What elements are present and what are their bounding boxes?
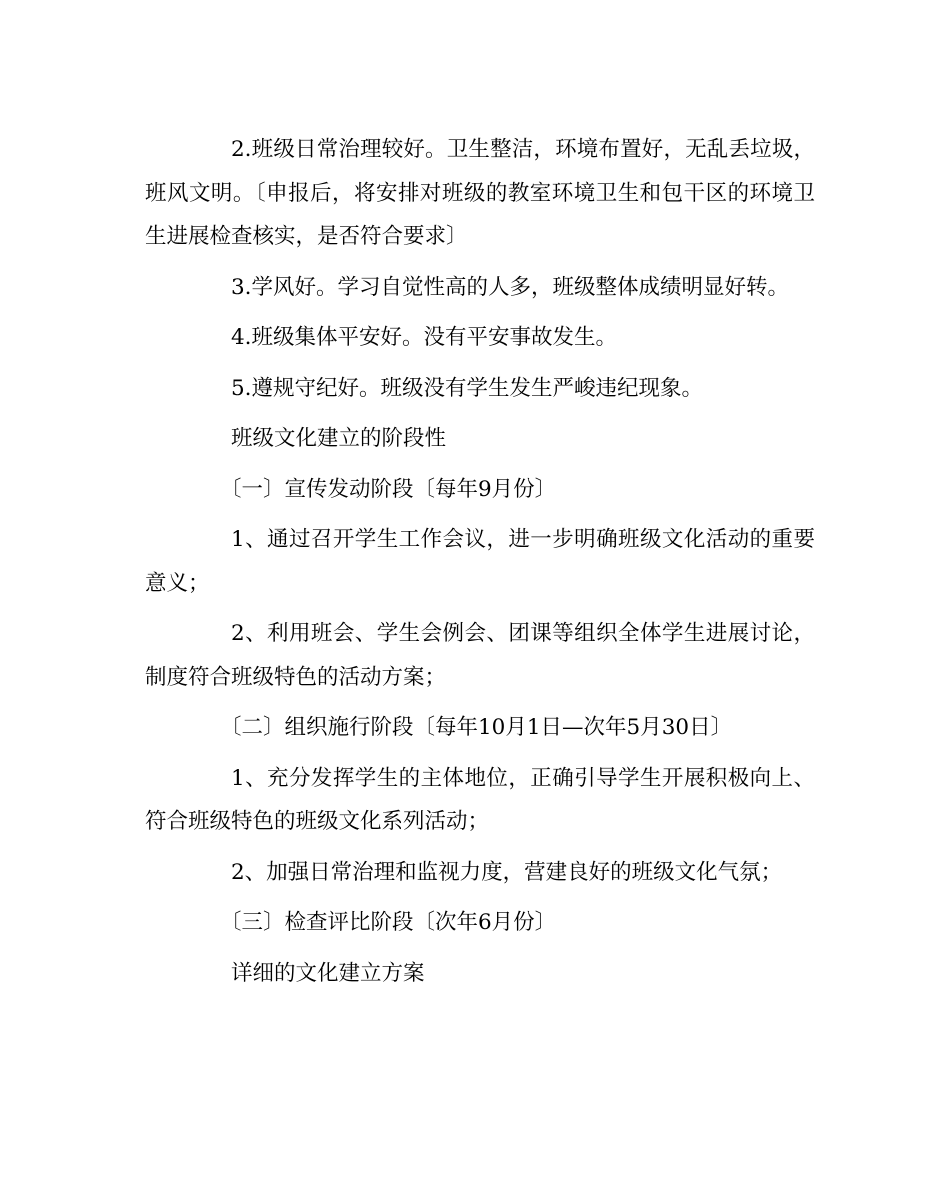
stage-heading-evaluation: 〔三〕检查评比阶段〔次年6月份〕 bbox=[220, 910, 557, 935]
paragraph-study-style: 3.学风好。学习自觉性高的人多，班级整体成绩明显好转。 bbox=[231, 274, 790, 300]
stage-heading-implementation: 〔二〕组织施行阶段〔每年10月1日—次年5月30日〕 bbox=[220, 715, 733, 740]
paragraph-stage2-item1: 1、充分发挥学生的主体地位，正确引导学生开展积极向上、符合班级特色的班级文化系列活动； bbox=[145, 765, 815, 834]
section-heading-detailed-plan: 详细的文化建立方案 bbox=[231, 960, 425, 986]
paragraph-discipline: 5.遵规守纪好。班级没有学生发生严峻违纪现象。 bbox=[231, 375, 704, 401]
paragraph-class-management: 2.班级日常治理较好。卫生整洁，环境布置好，无乱丢垃圾，班风文明。〔申报后，将安排对班级的教室环境卫生和包干区的环境卫生进展检查核实，是否符合要求〕 bbox=[145, 137, 815, 249]
paragraph-class-safety: 4.班级集体平安好。没有平安事故发生。 bbox=[231, 325, 618, 350]
paragraph-stage1-item1: 1、通过召开学生工作会议，进一步明确班级文化活动的重要意义； bbox=[145, 527, 815, 596]
document-body bbox=[145, 128, 815, 1002]
paragraph-stage1-item2: 2、利用班会、学生会例会、团课等组织全体学生进展讨论，制度符合班级特色的活动方案； bbox=[145, 621, 815, 690]
stage-heading-publicity: 〔一〕宣传发动阶段〔每年9月份〕 bbox=[220, 476, 557, 502]
section-heading-stages: 班级文化建立的阶段性 bbox=[231, 426, 447, 451]
paragraph-stage2-item2: 2、加强日常治理和监视力度，营建良好的班级文化气氛； bbox=[231, 859, 783, 885]
